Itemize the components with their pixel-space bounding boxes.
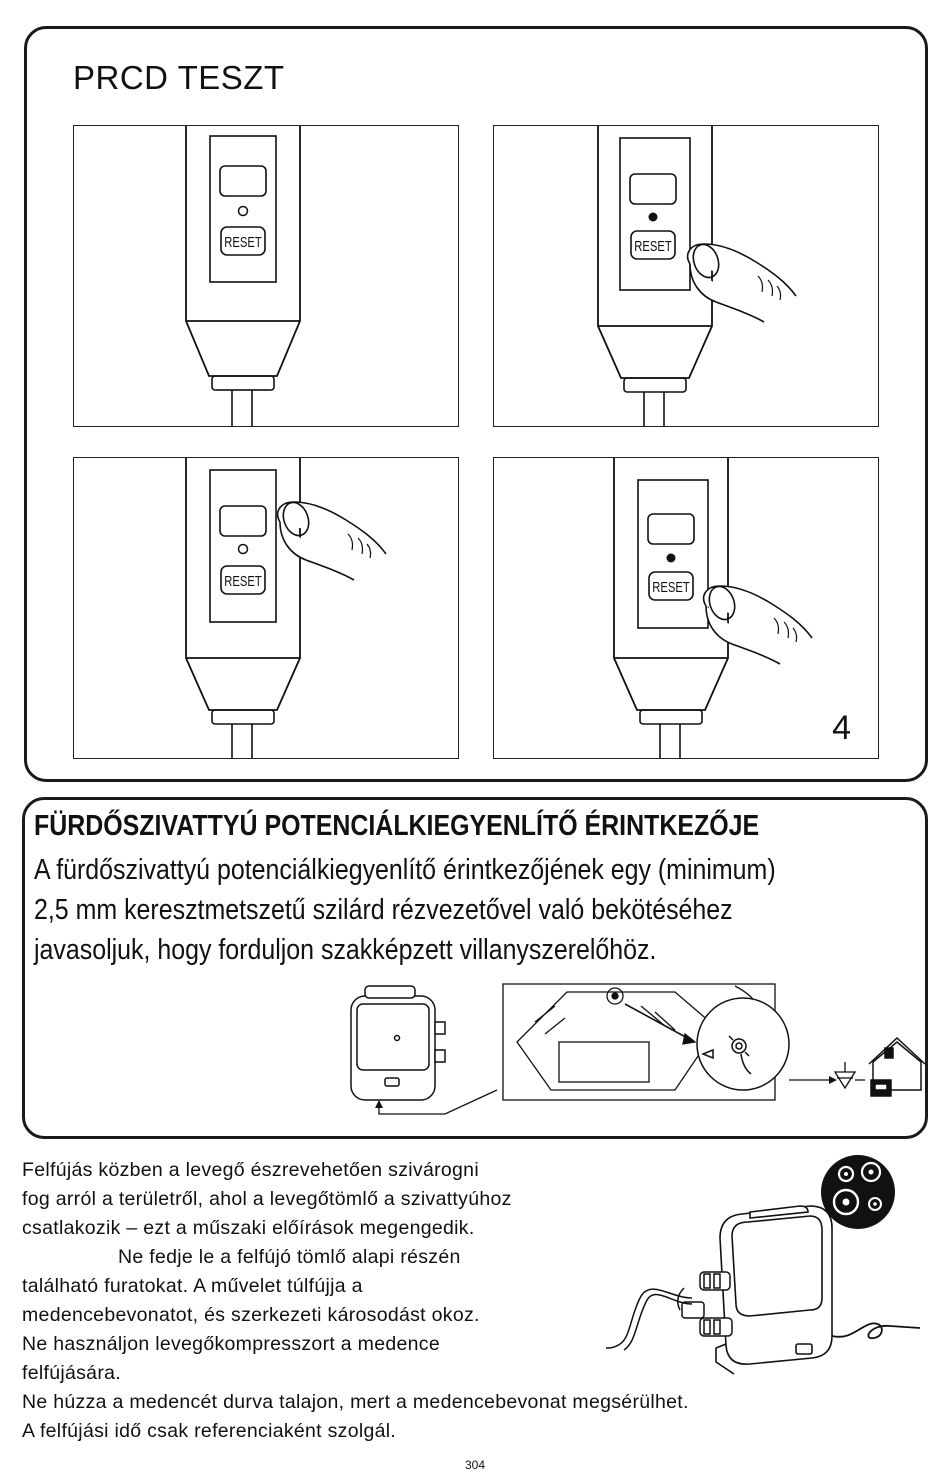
note-line: Ne használjon levegőkompresszort a medence xyxy=(22,1333,440,1355)
prcd-step-4-panel xyxy=(493,457,879,759)
note-line: fog arról a területről, ahol a levegőtömlő a szivattyúhoz xyxy=(22,1188,512,1210)
pump-unit-icon xyxy=(716,1206,832,1374)
power-cord xyxy=(832,1323,920,1338)
prcd-step-2-panel xyxy=(493,125,879,427)
step-number: 4 xyxy=(832,709,851,747)
reset-button-label: RESET xyxy=(224,233,262,251)
pump-unit-icon xyxy=(351,986,445,1100)
note-line: A felfújási idő csak referenciaként szolgál. xyxy=(22,1420,397,1442)
note-line: medencebevonatot, és szerkezeti károsodást okoz. xyxy=(22,1304,480,1326)
prcd-plug-illustration xyxy=(494,458,879,759)
bonding-line: javasoljuk, hogy forduljon szakképzett villanyszerelőhöz. xyxy=(34,934,657,966)
equipotential-bonding-section xyxy=(22,797,928,1139)
prcd-plug-illustration xyxy=(74,458,459,759)
prcd-step-1-panel xyxy=(73,125,459,427)
finger-icon xyxy=(278,499,386,580)
prcd-title: PRCD TESZT xyxy=(73,59,285,96)
note-line: felfújására. xyxy=(22,1362,121,1384)
reset-button-label: RESET xyxy=(634,237,672,255)
bonding-line: A fürdőszivattyú potenciálkiegyenlítő érintkezőjének egy (minimum) xyxy=(34,854,776,886)
note-line: Felfújás közben a levegő észrevehetően szivárogni xyxy=(22,1159,479,1181)
air-vent-holes-icon xyxy=(821,1155,895,1229)
bonding-title: FÜRDŐSZIVATTYÚ POTENCIÁLKIEGYENLÍTŐ ÉRINTKEZŐJE xyxy=(34,810,760,842)
building-icon xyxy=(869,1038,925,1096)
inflation-notes xyxy=(22,1156,689,1446)
bonding-line: 2,5 mm keresztmetszetű szilárd rézvezetővel való bekötéséhez xyxy=(34,894,733,926)
note-line: Ne fedje le a felfújó tömlő alapi részén xyxy=(118,1246,461,1268)
prcd-plug-illustration xyxy=(74,126,459,427)
prcd-test-section xyxy=(24,26,928,782)
pump-air-hose-illustration xyxy=(600,1148,920,1383)
note-line: Ne húzza a medencét durva talajon, mert a medencebevonat megsérülhet. xyxy=(22,1391,689,1413)
note-line: található furatokat. A művelet túlfújja a xyxy=(22,1275,363,1297)
finger-icon xyxy=(704,583,812,664)
prcd-plug-illustration xyxy=(494,126,879,427)
bonding-description xyxy=(34,850,860,970)
reset-button-label: RESET xyxy=(652,578,690,596)
finger-icon xyxy=(688,241,796,322)
bonding-terminal-illustration xyxy=(345,982,925,1132)
bonding-terminal-zoom xyxy=(697,998,789,1090)
page-number: 304 xyxy=(464,1458,486,1472)
note-line: csatlakozik – ezt a műszaki előírások megengedik. xyxy=(22,1217,475,1239)
ground-symbol-icon xyxy=(835,1062,855,1088)
reset-button-label: RESET xyxy=(224,572,262,590)
prcd-step-3-panel xyxy=(73,457,459,759)
